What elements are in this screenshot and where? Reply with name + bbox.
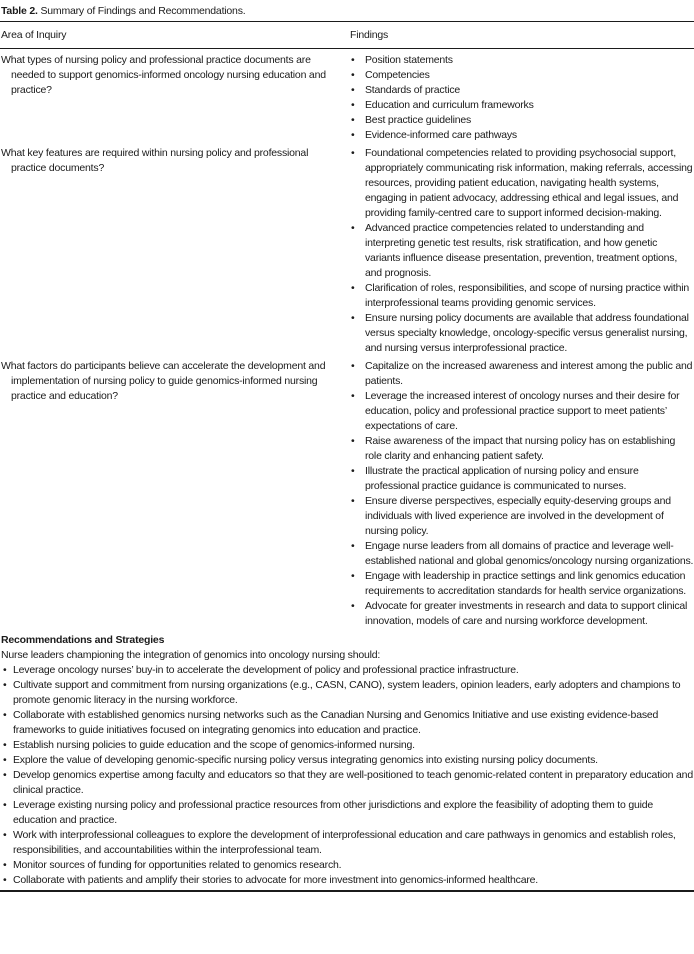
table-title bbox=[0, 0, 694, 22]
findings-cell bbox=[349, 53, 694, 143]
table-row bbox=[1, 53, 694, 143]
column-header-findings: Findings bbox=[350, 29, 389, 41]
table-bottom-rule bbox=[0, 890, 694, 892]
findings-cell bbox=[349, 359, 694, 629]
table-row bbox=[1, 359, 694, 629]
recommendations-list bbox=[1, 663, 694, 888]
finding-item: • Standards of practice bbox=[349, 83, 694, 98]
recommendation-item: • Cultivate support and commitment from nursing organizations (e.g., CASN, CANO), system leaders, opinion leaders, early adopters and champions to promote genomic literacy in the nursing workforce. bbox=[1, 678, 694, 708]
recommendation-item: • Work with interprofessional colleagues to explore the development of interprofessional education and care pathways in genomics and establish roles, responsibilities, and accountabilities within the interprofessional team. bbox=[1, 828, 694, 858]
finding-item: • Competencies bbox=[349, 68, 694, 83]
finding-item: • Capitalize on the increased awareness and interest among the public and patients. bbox=[349, 359, 694, 389]
recommendation-item: • Leverage oncology nurses’ buy-in to accelerate the development of policy and professional practice infrastructure. bbox=[1, 663, 694, 678]
recommendations-intro: Nurse leaders championing the integration of genomics into oncology nursing should: bbox=[1, 649, 381, 661]
finding-item: • Leverage the increased interest of oncology nurses and their desire for education, policy and professional practice support to meet patients’ expectations of care. bbox=[349, 389, 694, 434]
finding-item: • Evidence-informed care pathways bbox=[349, 128, 694, 143]
table-header-row bbox=[0, 22, 694, 49]
area-of-inquiry-cell: What key features are required within nursing policy and professional practice documents? bbox=[1, 147, 309, 174]
recommendation-item: • Monitor sources of funding for opportunities related to genomics research. bbox=[1, 858, 694, 873]
findings-cell bbox=[349, 146, 694, 356]
finding-item: • Raise awareness of the impact that nursing policy has on establishing role clarity and enhancing patient safety. bbox=[349, 434, 694, 464]
recommendation-item: • Establish nursing policies to guide education and the scope of genomics-informed nursing. bbox=[1, 738, 694, 753]
recommendation-item: • Collaborate with established genomics nursing networks such as the Canadian Nursing and Genomics Initiative and use existing evidence-based frameworks to guide initiatives focused on integrating genomics into education and practice. bbox=[1, 708, 694, 738]
table-number-label: Table 2. bbox=[1, 5, 38, 17]
finding-item: • Engage with leadership in practice settings and link genomics education requirements to accreditation standards for health service organizations. bbox=[349, 569, 694, 599]
finding-item: • Ensure diverse perspectives, especially equity-deserving groups and individuals with lived experience are involved in the development of nursing policy. bbox=[349, 494, 694, 539]
recommendation-item: • Leverage existing nursing policy and professional practice resources from other jurisdictions and explore the feasibility of adopting them to guide education and practice. bbox=[1, 798, 694, 828]
finding-item: • Best practice guidelines bbox=[349, 113, 694, 128]
finding-item: • Clarification of roles, responsibilities, and scope of nursing practice within interprofessional teams providing genomic services. bbox=[349, 281, 694, 311]
finding-item: • Advocate for greater investments in research and data to support clinical innovation, models of care and nursing workforce development. bbox=[349, 599, 694, 629]
table-row bbox=[1, 146, 694, 356]
column-header-area-of-inquiry: Area of Inquiry bbox=[1, 29, 67, 41]
recommendations-heading: Recommendations and Strategies bbox=[1, 634, 165, 646]
area-of-inquiry-cell: What factors do participants believe can accelerate the development and implementation of nursing policy to guide genomics-informed nursing practice and education? bbox=[1, 360, 326, 402]
finding-item: • Ensure nursing policy documents are available that address foundational versus specialty knowledge, oncology-specific versus generalist nursing, and nursing versus interprofessional practice. bbox=[349, 311, 694, 356]
finding-item: • Illustrate the practical application of nursing policy and ensure professional practice guidance is communicated to nurses. bbox=[349, 464, 694, 494]
area-of-inquiry-cell: What types of nursing policy and professional practice documents are needed to support genomics-informed oncology nursing education and practice? bbox=[1, 54, 326, 96]
table-body bbox=[0, 49, 694, 629]
recommendation-item: • Collaborate with patients and amplify their stories to advocate for more investment into genomics-informed healthcare. bbox=[1, 873, 694, 888]
finding-item: • Advanced practice competencies related to understanding and interpreting genetic test results, risk stratification, and how genetic variants influence disease presentation, prevention, treatment options, and prognosis. bbox=[349, 221, 694, 281]
finding-item: • Foundational competencies related to providing psychosocial support, appropriately communicating risk information, making referrals, accessing resources, providing patient education, navigating health systems, engaging in patient advocacy, addressing ethical and legal issues, and providing family-centred care to support informed decision-making. bbox=[349, 146, 694, 221]
table-title-text: Summary of Findings and Recommendations. bbox=[40, 5, 246, 17]
finding-item: • Education and curriculum frameworks bbox=[349, 98, 694, 113]
finding-item: • Engage nurse leaders from all domains of practice and leverage well-established national and global genomics/oncology nursing organizations. bbox=[349, 539, 694, 569]
recommendation-item: • Explore the value of developing genomic-specific nursing policy versus integrating genomics into existing nursing policy documents. bbox=[1, 753, 694, 768]
recommendation-item: • Develop genomics expertise among faculty and educators so that they are well-positioned to teach genomic-related content in preparatory education and clinical practice. bbox=[1, 768, 694, 798]
recommendations-section bbox=[0, 633, 694, 888]
finding-item: • Position statements bbox=[349, 53, 694, 68]
